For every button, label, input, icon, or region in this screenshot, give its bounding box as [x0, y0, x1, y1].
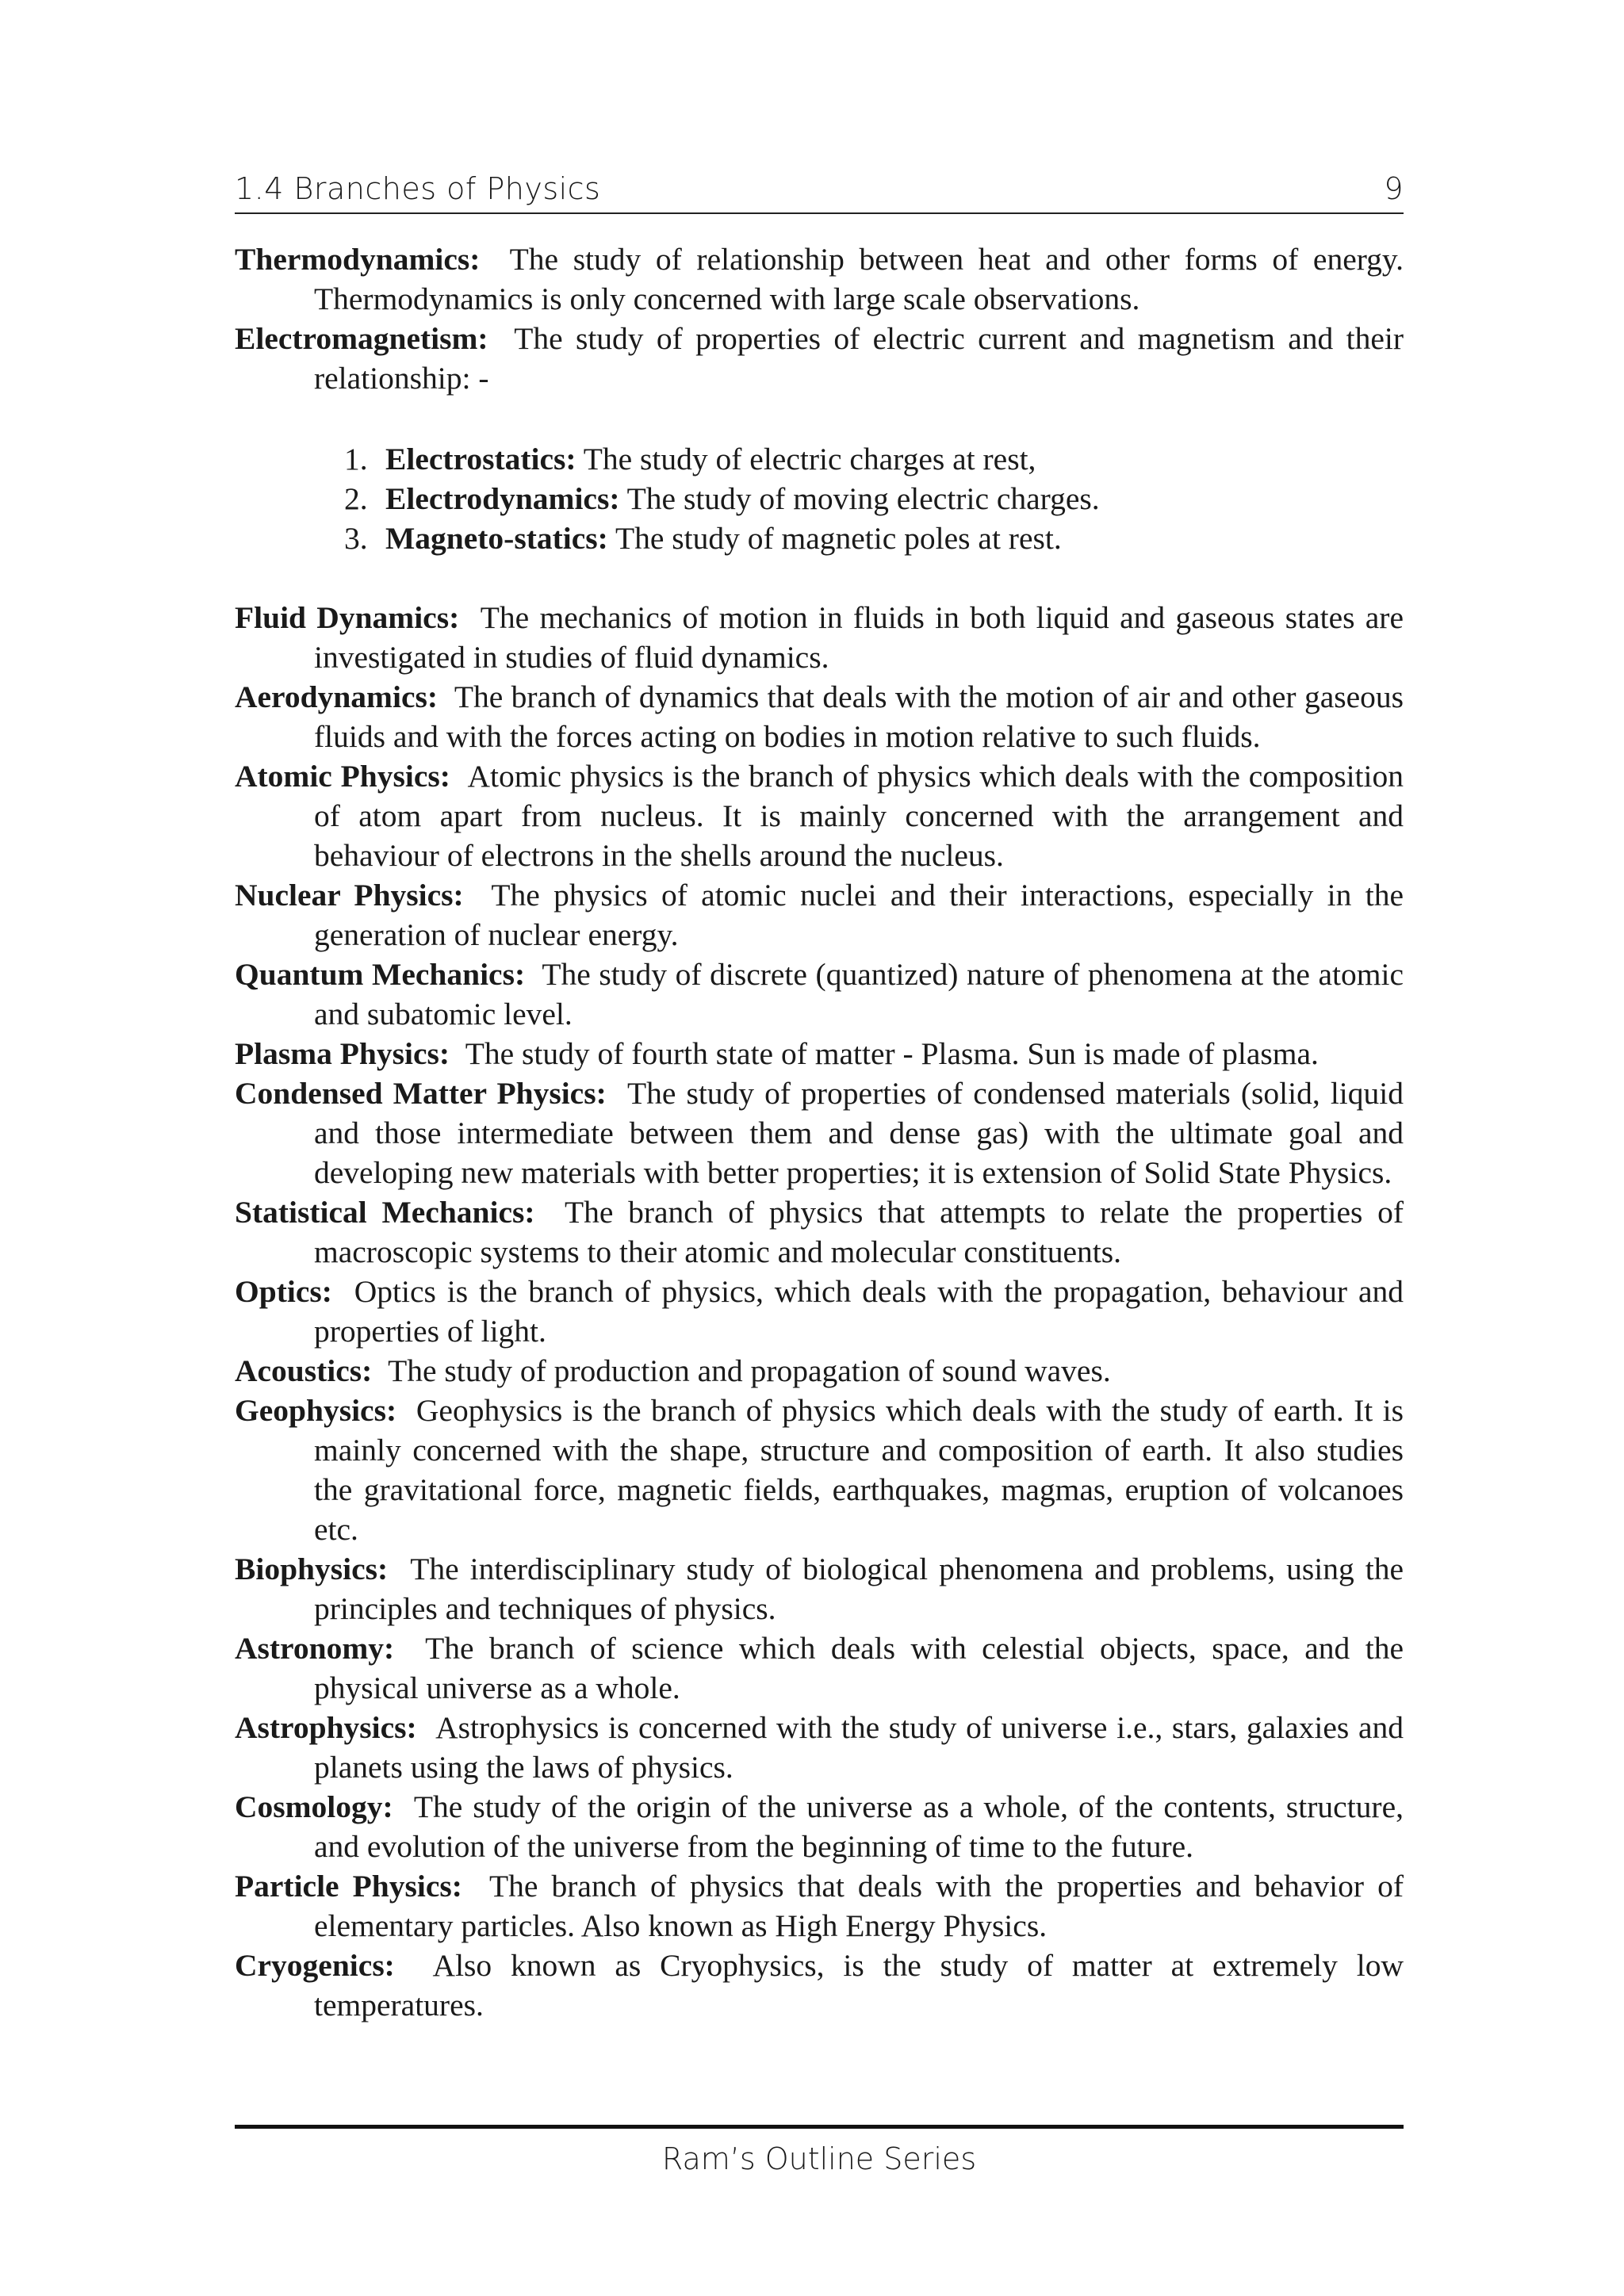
item-number: 3. — [344, 521, 368, 556]
entry-text: The interdisciplinary study of biological phenomena and problems, using the principles and techniques of physics. — [314, 1552, 1404, 1626]
entry-text: Geophysics is the branch of physics which deals with the study of earth. It is mainly concerned with the shape, structure and composition of earth. It also studies the gravitational force, magnetic fields, earthquakes, magmas, eruption of volcanoes etc. — [314, 1393, 1404, 1547]
entry-term: Quantum Mechanics: — [235, 957, 526, 992]
item-text: The study of moving electric charges. — [626, 481, 1100, 516]
entry-term: Particle Physics: — [235, 1869, 462, 1904]
entry-fluid-dynamics — [235, 598, 1404, 677]
entry-aerodynamics — [235, 677, 1404, 756]
entry-text: The study of properties of condensed materials (solid, liquid and those intermediate between them and dense gas) with the ultimate goal and developing new materials with better properties; it is extension of Solid State Physics. — [314, 1076, 1404, 1190]
entry-astronomy — [235, 1628, 1404, 1708]
entry-quantum-mechanics — [235, 955, 1404, 1034]
entry-cryogenics — [235, 1946, 1404, 2025]
entry-term: Cryogenics: — [235, 1948, 395, 1983]
entry-term: Acoustics: — [235, 1353, 373, 1388]
entry-term: Biophysics: — [235, 1552, 389, 1586]
page-body — [235, 239, 1404, 2025]
entry-atomic-physics — [235, 756, 1404, 875]
entry-text: Astrophysics is concerned with the study of universe i.e., stars, galaxies and planets using the laws of physics. — [314, 1710, 1404, 1785]
item-text: The study of electric charges at rest, — [583, 442, 1036, 476]
entry-text: The mechanics of motion in fluids in both liquid and gaseous states are investigated in studies of fluid dynamics. — [314, 600, 1404, 675]
entry-text: The study of discrete (quantized) nature of phenomena at the atomic and subatomic level. — [314, 957, 1404, 1031]
entry-text: The study of relationship between heat and other forms of energy. Thermodynamics is only concerned with large scale observations. — [314, 242, 1404, 316]
entry-text: The branch of physics that deals with the properties and behavior of elementary particles. Also known as High Energy Physics. — [314, 1869, 1404, 1943]
entry-text: The branch of physics that attempts to relate the properties of macroscopic systems to their atomic and molecular constituents. — [314, 1195, 1404, 1269]
entry-text: The branch of science which deals with celestial objects, space, and the physical universe as a whole. — [314, 1631, 1404, 1705]
entry-astrophysics — [235, 1708, 1404, 1787]
entry-term: Optics: — [235, 1274, 332, 1309]
entry-optics — [235, 1272, 1404, 1351]
entry-term: Atomic Physics: — [235, 759, 450, 794]
section-title: 1.4 Branches of Physics — [235, 171, 601, 206]
item-number: 1. — [344, 442, 368, 476]
running-header — [235, 168, 1404, 214]
entry-term: Aerodynamics: — [235, 679, 438, 714]
entry-electromagnetism — [235, 319, 1404, 398]
entry-term: Fluid Dynamics: — [235, 600, 460, 635]
item-number: 2. — [344, 481, 368, 516]
entry-thermodynamics — [235, 239, 1404, 319]
entry-text: Optics is the branch of physics, which deals with the propagation, behaviour and properties of light. — [314, 1274, 1404, 1349]
entry-term: Astronomy: — [235, 1631, 395, 1666]
electromagnetism-sublist — [235, 439, 1404, 558]
entry-text: The study of fourth state of matter - Plasma. Sun is made of plasma. — [465, 1036, 1319, 1071]
entry-term: Astrophysics: — [235, 1710, 417, 1745]
entry-text: The branch of dynamics that deals with the motion of air and other gaseous fluids and with the forces acting on bodies in motion relative to such fluids. — [314, 679, 1404, 754]
series-title: Ram’s Outline Series — [661, 2141, 977, 2176]
entry-particle-physics — [235, 1866, 1404, 1946]
entry-geophysics — [235, 1391, 1404, 1549]
entry-term: Thermodynamics: — [235, 242, 481, 277]
entry-term: Statistical Mechanics: — [235, 1195, 535, 1230]
entry-text: The study of production and propagation of sound waves. — [388, 1353, 1111, 1388]
page-number: 9 — [1384, 171, 1404, 206]
sublist-item — [235, 519, 1404, 558]
entry-statistical-mechanics — [235, 1192, 1404, 1272]
entry-text: The physics of atomic nuclei and their interactions, especially in the generation of nuclear energy. — [314, 878, 1404, 952]
entry-condensed-matter-physics — [235, 1073, 1404, 1192]
entry-acoustics — [235, 1351, 1404, 1391]
entry-nuclear-physics — [235, 875, 1404, 955]
sublist-item — [235, 439, 1404, 479]
entry-text: The study of properties of electric current and magnetism and their relationship: - — [314, 321, 1404, 396]
entry-term: Nuclear Physics: — [235, 878, 464, 913]
item-text: The study of magnetic poles at rest. — [615, 521, 1062, 556]
entry-term: Condensed Matter Physics: — [235, 1076, 607, 1111]
entry-term: Electromagnetism: — [235, 321, 488, 356]
entry-term: Plasma Physics: — [235, 1036, 450, 1071]
entry-term: Geophysics: — [235, 1393, 397, 1428]
entry-plasma-physics — [235, 1034, 1404, 1073]
entry-text: Also known as Cryophysics, is the study of matter at extremely low temperatures. — [314, 1948, 1404, 2022]
entry-biophysics — [235, 1549, 1404, 1628]
item-term: Electrodynamics: — [385, 481, 620, 516]
item-term: Magneto-statics: — [385, 521, 608, 556]
entry-text: Atomic physics is the branch of physics which deals with the composition of atom apart from nucleus. It is mainly concerned with the arrangement and behaviour of electrons in the shells around the nucleus. — [314, 759, 1404, 873]
entry-term: Cosmology: — [235, 1789, 393, 1824]
item-term: Electrostatics: — [385, 442, 576, 476]
entry-cosmology — [235, 1787, 1404, 1866]
entry-text: The study of the origin of the universe as a whole, of the contents, structure, and evolution of the universe from the beginning of time to the future. — [314, 1789, 1404, 1864]
running-footer — [235, 2125, 1404, 2176]
sublist-item — [235, 479, 1404, 519]
